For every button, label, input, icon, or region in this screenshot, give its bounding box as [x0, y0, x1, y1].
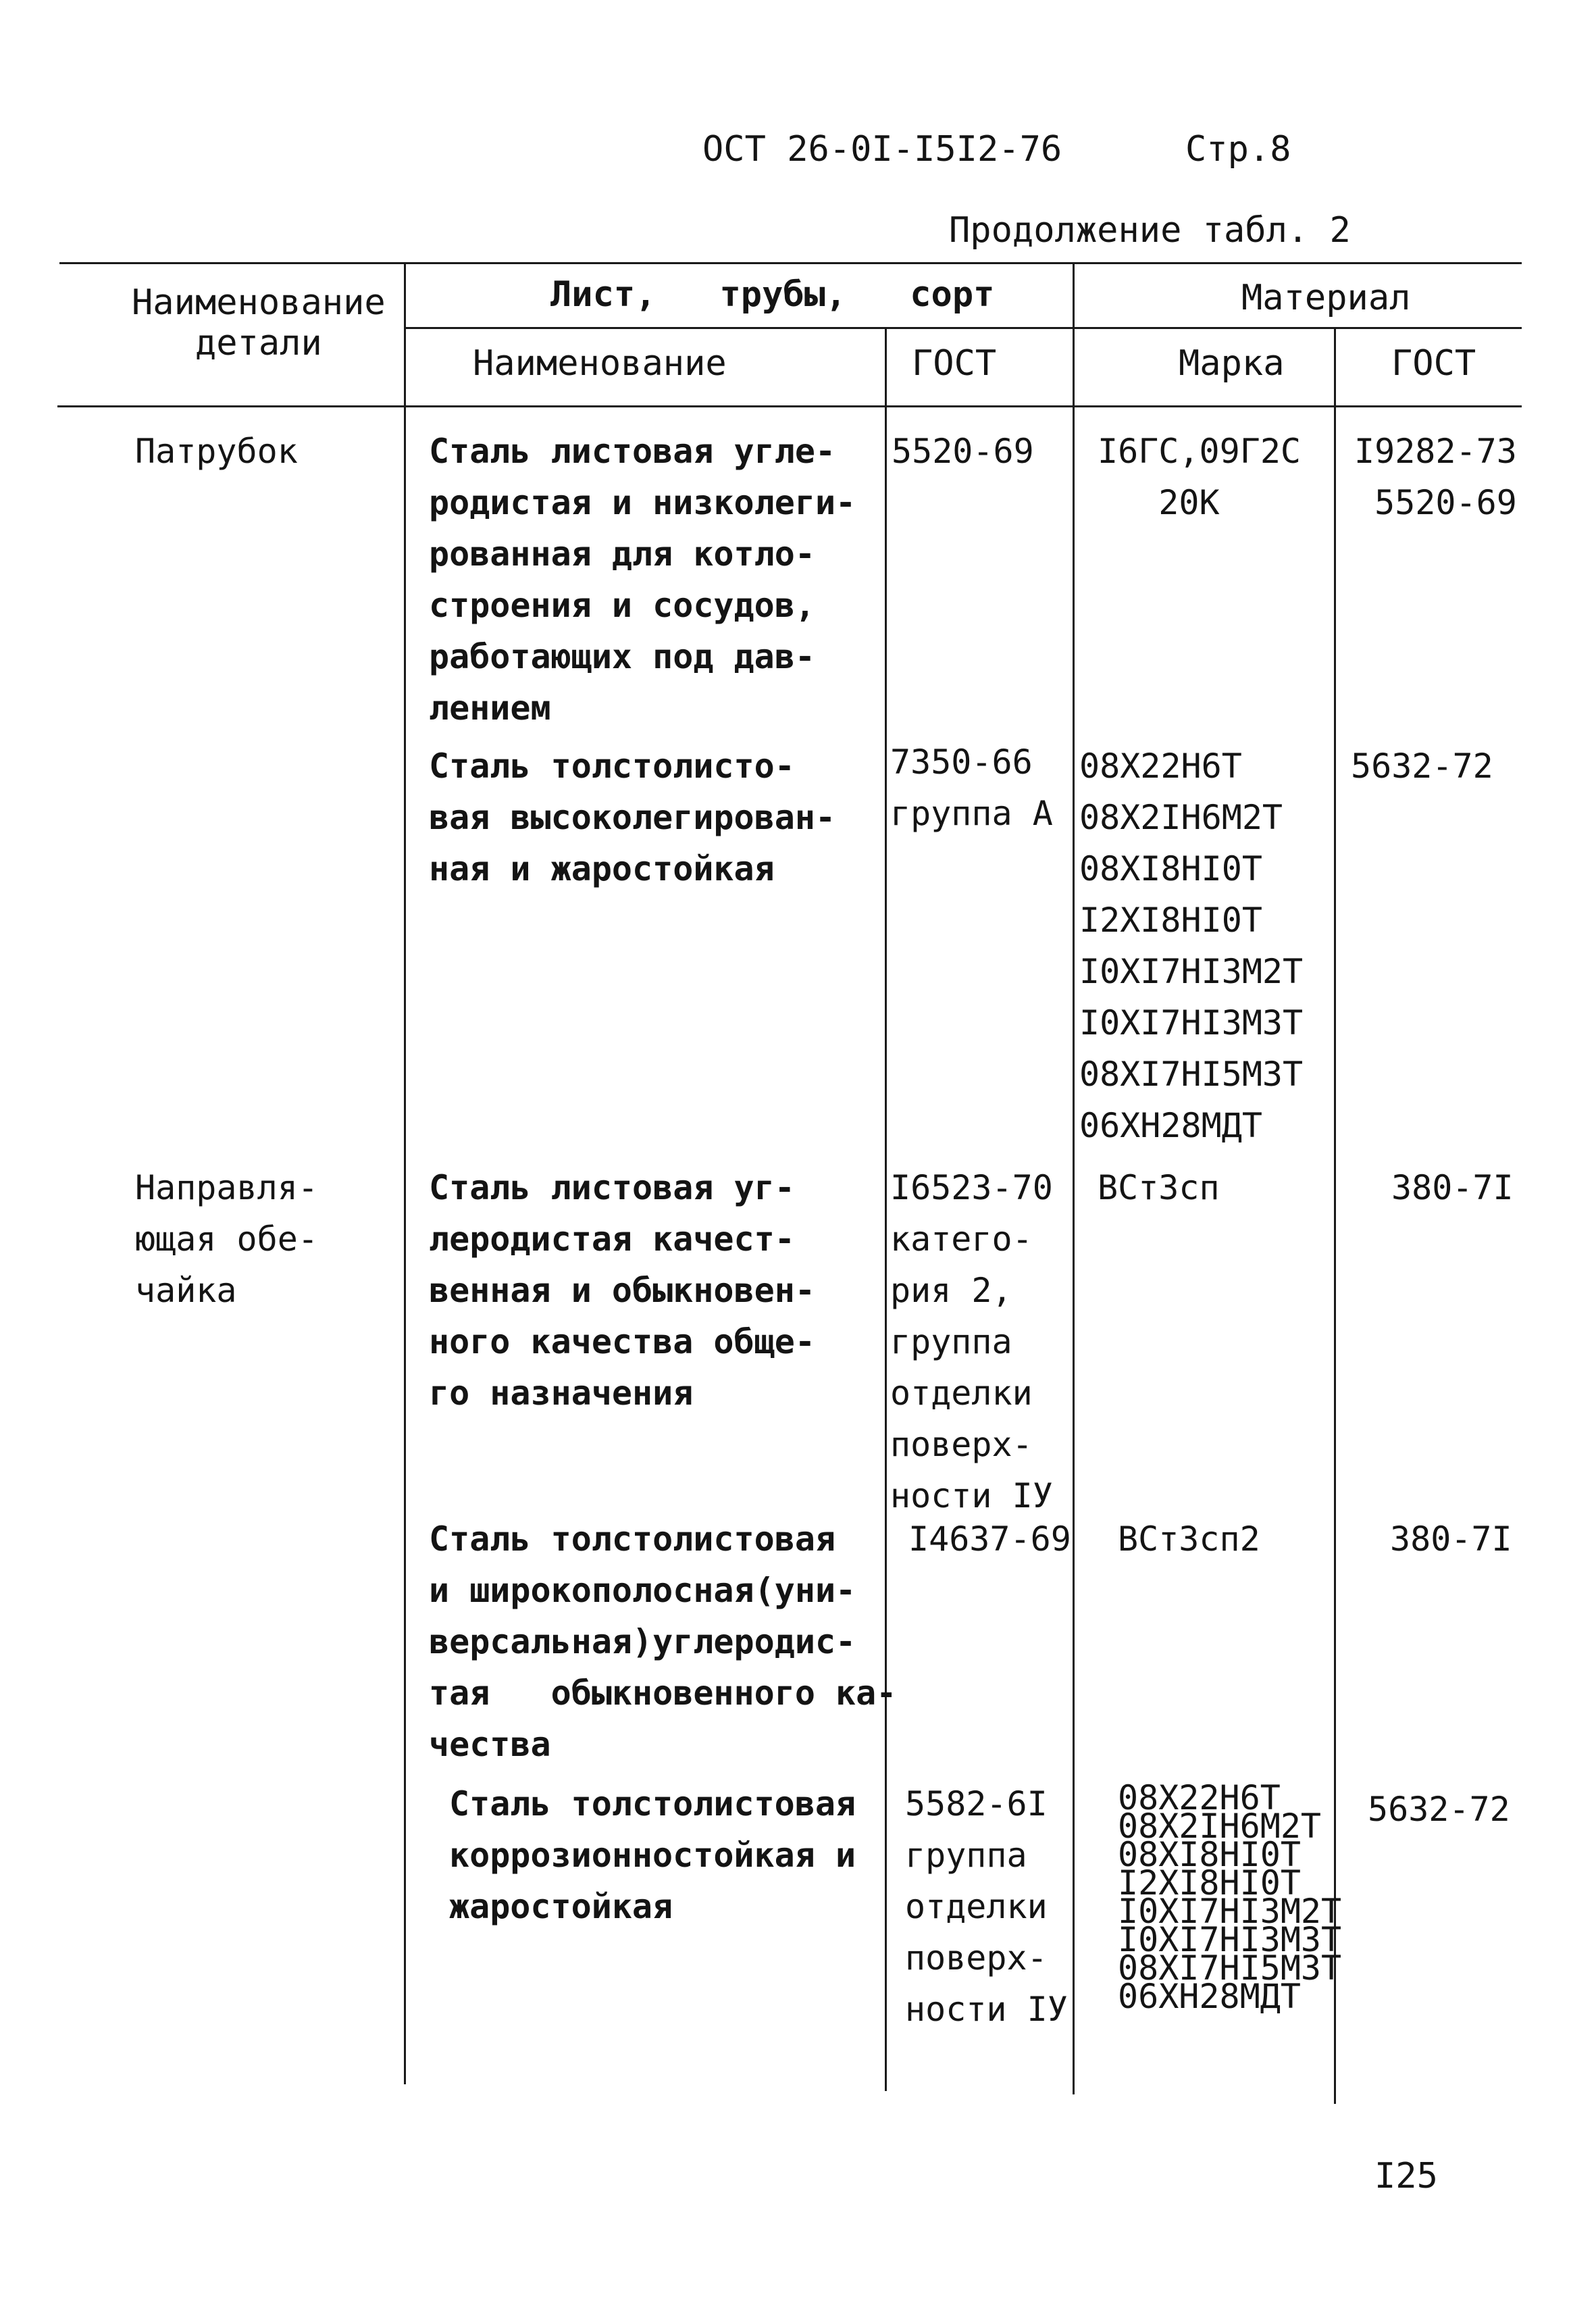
cell-name: Сталь листовая уг- леродистая качест- венная и обыкновен- ного качества обще- го назначения	[429, 1168, 815, 1413]
page-label: Стр.8	[1185, 129, 1291, 170]
table-subheader-rule	[405, 327, 1522, 329]
cell-gost-1: 5520-69	[892, 432, 1034, 471]
cell-part: Патрубок	[135, 432, 298, 471]
table-header-bottom-rule	[57, 405, 1522, 407]
header-name: Наименование	[473, 343, 727, 384]
column-divider-name	[885, 327, 887, 2091]
cell-part: Направля- ющая обе- чайка	[135, 1168, 318, 1310]
cell-name: Сталь толстолисто- вая высоколегирован- ная и жаростойкая	[429, 747, 836, 888]
table-top-rule	[59, 262, 1522, 264]
cell-name: Сталь толстолистовая и широкополосная(уни- версальная)углеродис- тая обыкновенного ка- чества	[429, 1519, 897, 1764]
cell-gost-2: 380-7I	[1390, 1519, 1512, 1559]
cell-gost-1: 5582-6I группа отделки поверх- ности IУ	[905, 1784, 1068, 2029]
column-divider-part	[404, 262, 406, 2084]
cell-name: Сталь толстолистовая коррозионностойкая и жаростойкая	[449, 1784, 856, 1926]
cell-grade: ВСт3сп	[1098, 1168, 1220, 1207]
cell-grade: I6ГС,09Г2С 20К	[1098, 432, 1302, 522]
cell-gost-1: I4637-69	[908, 1519, 1071, 1559]
header-gost-2: ГОСТ	[1391, 343, 1476, 384]
column-divider-gost1	[1073, 262, 1075, 2094]
header-material-group: Материал	[1241, 278, 1411, 318]
header-sheet-group: Лист, трубы, сорт	[550, 274, 995, 315]
document-code: ОСТ 26-0I-I5I2-76	[702, 129, 1062, 170]
cell-gost-1: I6523-70 катего- рия 2, группа отделки поверх- ности IУ	[890, 1168, 1053, 1515]
cell-gost-2: I9282-73 5520-69	[1354, 432, 1517, 522]
header-grade: Марка	[1179, 343, 1285, 384]
page-number: I25	[1374, 2156, 1438, 2196]
header-part-name: Наименование детали	[132, 282, 386, 363]
cell-gost-2: 380-7I	[1391, 1168, 1514, 1207]
cell-grade: ВСт3сп2	[1118, 1519, 1260, 1559]
cell-gost-2: 5632-72	[1368, 1790, 1510, 1829]
table-caption: Продолжение табл. 2	[949, 210, 1351, 251]
header-gost-1: ГОСТ	[912, 343, 997, 384]
cell-grade: 08Х22Н6Т 08Х2IН6М2Т 08ХI8НI0Т I2ХI8НI0Т I0ХI7НI3М2Т I0ХI7НI3М3Т 08ХI7НI5М3Т 06ХН28МДТ	[1118, 1778, 1342, 2016]
cell-name: Сталь листовая угле- родистая и низколеги- рованная для котло- строения и сосудов, работающих под дав- лением	[429, 432, 856, 728]
cell-gost-2: 5632-72	[1351, 747, 1493, 786]
cell-grade: 08Х22Н6Т 08Х2IН6М2Т 08ХI8НI0Т I2ХI8НI0Т I0ХI7НI3М2Т I0ХI7НI3М3Т 08ХI7НI5М3Т 06ХН28МДТ	[1079, 747, 1304, 1145]
cell-gost-1: 7350-66 группа А	[890, 743, 1053, 833]
